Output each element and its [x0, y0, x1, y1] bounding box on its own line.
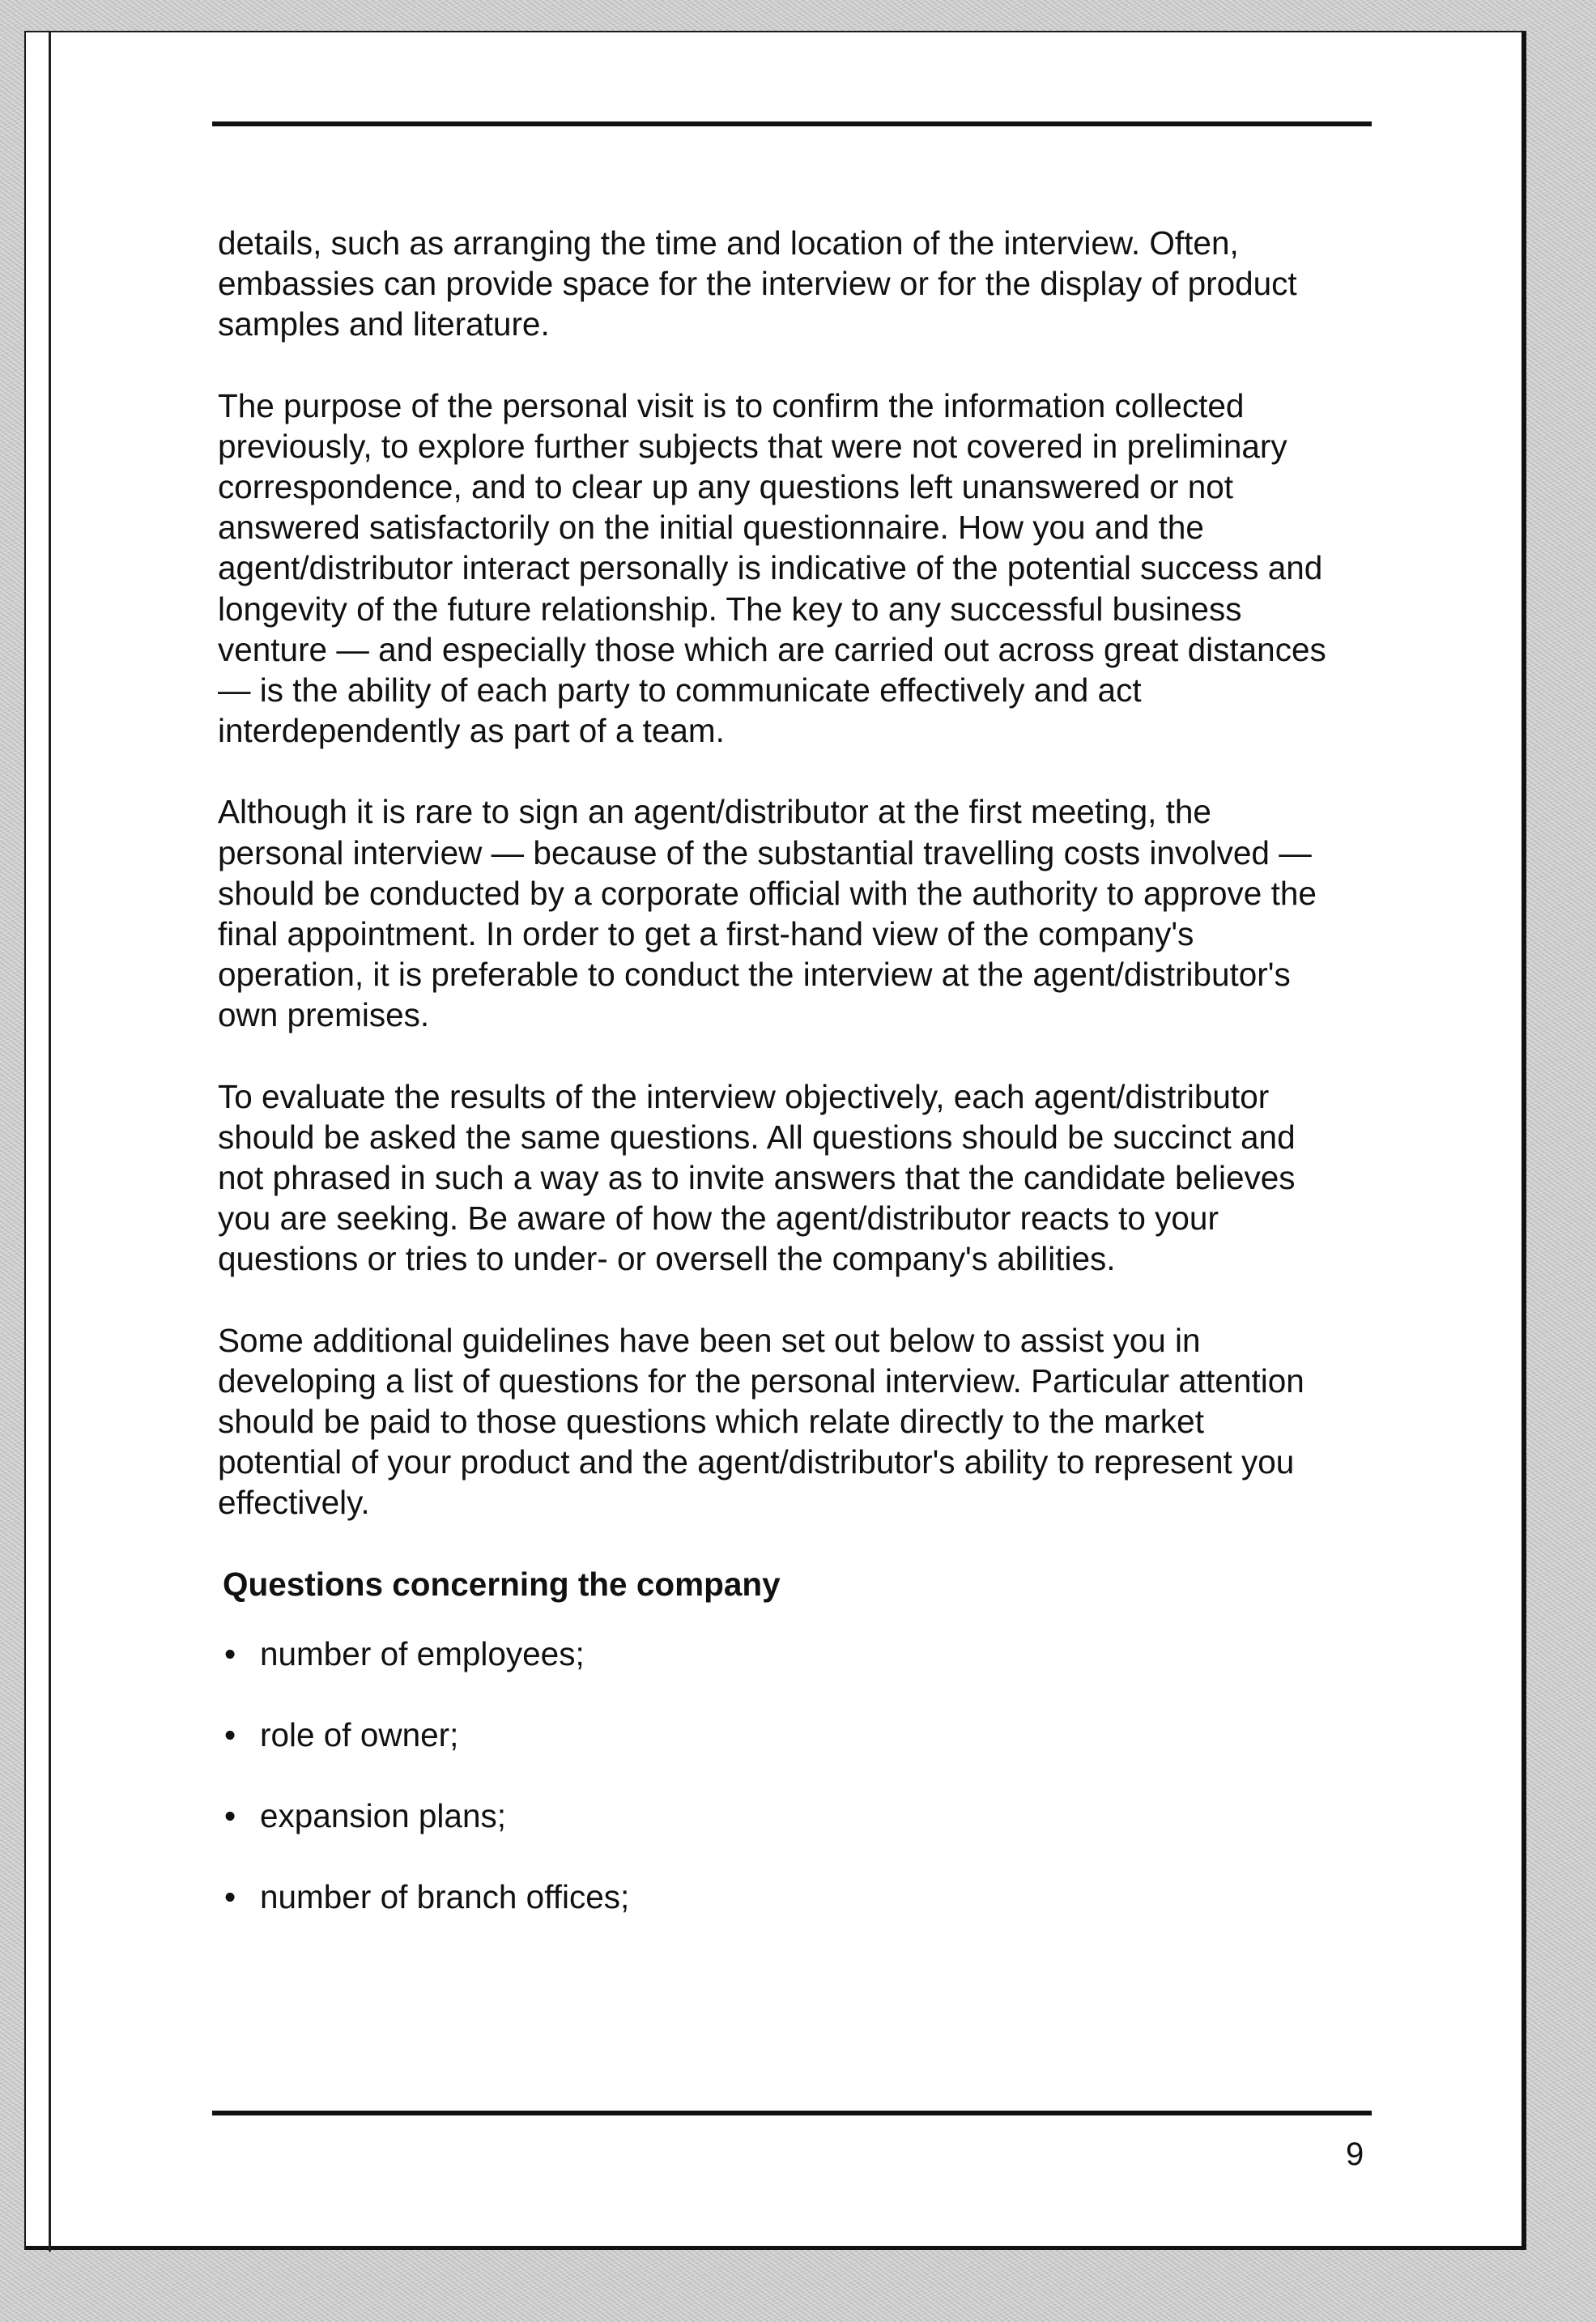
paragraph-2: The purpose of the personal visit is to confirm the information collected previously, to explore further subjects that were not covered in preliminary correspondence, and to clear up any questions left unanswered or not answered satisfactorily on the initial questionnaire. How you and the agent/distributor interact personally is indicative of the potential success and longevity of the future relationship. The key to any successful business venture — and especially those which are carried out across great distances — is the ability of each party to communicate effectively and act interdependently as part of a team. — [218, 386, 1326, 750]
bullet-icon: • — [224, 1877, 236, 1915]
bullet-icon: • — [224, 1715, 236, 1753]
list-item-text: number of branch offices; — [260, 1877, 630, 1915]
list-item — [218, 1715, 1400, 1755]
list-item — [218, 1877, 1400, 1917]
list-item — [218, 1634, 1400, 1674]
page-left-rule — [49, 32, 51, 2252]
question-list — [218, 1634, 1400, 1917]
paragraph-3: Although it is rare to sign an agent/distributor at the first meeting, the personal interview — because of the substantial travelling costs involved — should be conducted by a corporate official with the authority to approve the final appointment. In order to get a first-hand view of the company's operation, it is preferable to conduct the interview at the agent/distributor's own premises. — [218, 793, 1317, 1034]
list-item-text: expansion plans; — [260, 1796, 506, 1834]
bullet-icon: • — [224, 1796, 236, 1834]
footer-rule — [212, 2111, 1372, 2115]
list-item — [218, 1796, 1400, 1836]
page-body — [218, 223, 1400, 1958]
list-item-text: number of employees; — [260, 1634, 585, 1672]
page-number: 9 — [1346, 2137, 1364, 2172]
header-rule — [212, 121, 1372, 126]
list-item-text: role of owner; — [260, 1715, 459, 1753]
paragraph-4: To evaluate the results of the interview objectively, each agent/distributor should be asked the same questions. All questions should be succinct and not phrased in such a way as to invite answers that the candidate believes you are seeking. Be aware of how the agent/distributor reacts to your questions or tries to under- or oversell the company's abilities. — [218, 1077, 1296, 1278]
section-heading: Questions concerning the company — [223, 1565, 781, 1603]
bullet-icon: • — [224, 1634, 236, 1672]
paragraph-1: details, such as arranging the time and location of the interview. Often, embassies can provide space for the interview or for the display of product samples and literature. — [218, 224, 1297, 343]
paragraph-5: Some additional guidelines have been set out below to assist you in developing a list of questions for the personal interview. Particular attention should be paid to those questions which relate directly to the market potential of your product and the agent/distributor's ability to represent you effectively. — [218, 1321, 1304, 1522]
document-page — [24, 31, 1526, 2250]
